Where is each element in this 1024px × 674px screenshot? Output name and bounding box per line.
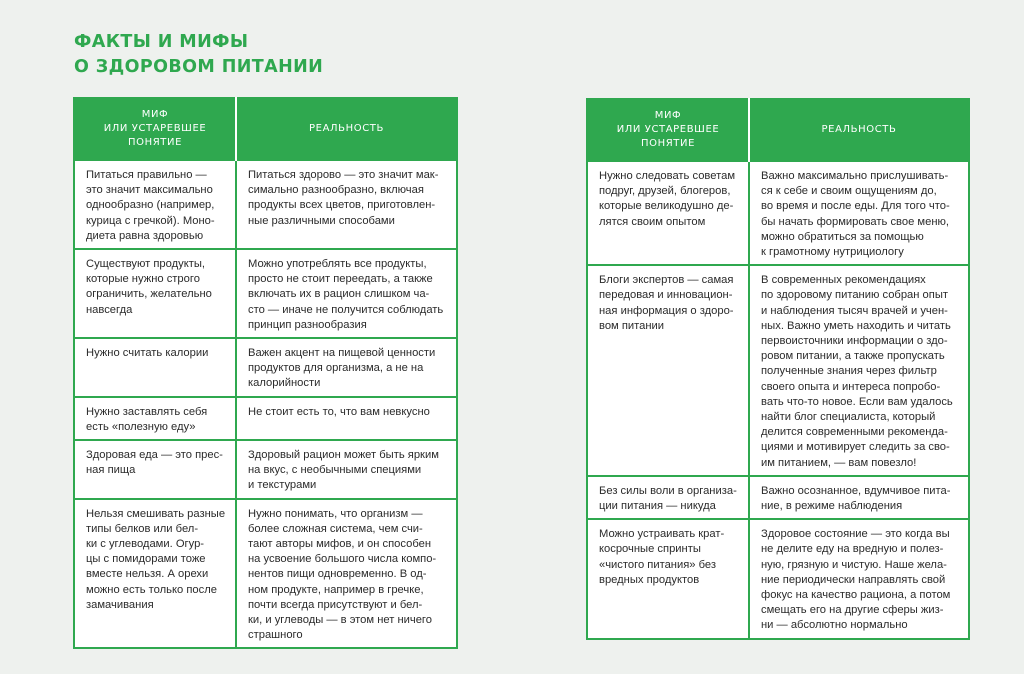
reality-cell [236,440,457,499]
text-line: Питаться здорово — это значит мак- [248,169,439,181]
myth-cell [587,519,749,638]
text-line: Нужно понимать, что организм — [248,507,423,520]
text-line: ИЛИ УСТАРЕВШЕЕ [616,124,720,135]
text-line: полученные знания через фильтр [761,365,937,378]
text-line: ИЛИ УСТАРЕВШЕЕ [103,123,207,134]
text-line: вом питании [599,319,665,332]
text-line: ную, грязную и чистую. Наше жела- [761,558,947,571]
table-body [587,161,969,639]
text-line: ся к себе и своим ощущениям до, [761,185,937,198]
reality-cell [236,249,457,338]
text-line: вредных продуктов [599,573,700,586]
text-line: бы начать формировать свое меню, [761,215,950,228]
text-line: нентов пищи одновременно. В од- [248,568,427,581]
table-row [74,499,457,649]
text-line: ки, и углеводы — в этом нет ничего [248,614,432,627]
table-row [74,249,457,338]
text-line: ПОНЯТИЕ [641,138,695,149]
header-reality [236,98,457,160]
text-line: которые нужно строго [86,273,200,286]
text-line: не делите еду на вредную и полез- [761,543,944,556]
table-row [587,476,969,519]
text-line: своего опыта и интереса попробо- [761,380,941,393]
text-line: В современных рекомендациях [761,274,926,287]
text-line: Блоги экспертов — самая [599,274,734,287]
text-line: ции питания — никуда [599,500,716,513]
table-row [74,338,457,397]
text-line: к грамотному нутрициологу [761,246,904,259]
myth-cell [587,161,749,265]
reality-cell [236,499,457,649]
text-line: ном продукте, например в гречке, [248,583,424,596]
myth-cell [587,476,749,519]
text-line: ная пища [86,464,136,477]
text-line: Здоровый рацион может быть ярким [248,449,439,462]
text-line: страшного [248,629,303,642]
text-line: делится современными рекоменда- [761,426,948,439]
text-line: косрочные спринты [599,543,701,556]
myth-cell [74,397,236,440]
text-line: Существуют продукты, [86,258,206,271]
text-line: фокус на качество рациона, а потом [761,589,951,602]
table-header-row [587,99,969,161]
text-line: есть «полезную еду» [86,420,196,433]
table-body [74,160,457,648]
text-line: подруг, друзей, блогеров, [599,185,731,198]
text-line: Важно осознанное, вдумчивое пита- [761,484,951,497]
reality-cell [749,161,969,265]
text-line: смещать его на другие сферы жиз- [761,604,944,617]
text-line: Важно максимально прислушивать- [761,170,949,182]
myth-cell [74,249,236,338]
text-line: ПОНЯТИЕ [128,137,182,148]
text-line: РЕАЛЬНОСТЬ [821,124,897,135]
text-line: Нужно заставлять себя [86,405,208,418]
text-line: ние периодически направлять свой [761,573,946,586]
text-line: Нельзя смешивать разные [86,507,226,520]
text-line: однообразно (например, [86,199,215,212]
text-line: тают авторы мифов, и он способен [248,538,431,551]
text-line: типы белков или бел- [86,522,199,535]
text-line: Без силы воли в организа- [599,484,737,497]
myth-reality-table-left [73,97,458,649]
text-line: на вкус, с необычными специями [248,464,422,477]
text-line: ки с углеводами. Огур- [86,538,205,551]
text-line: РЕАЛЬНОСТЬ [309,123,384,134]
text-line: и текстурами [248,479,317,492]
table-row [74,397,457,440]
text-line: замачивания [86,598,154,611]
text-line: навсегда [86,303,133,316]
text-line: Питаться правильно — [86,169,207,181]
reality-cell [236,338,457,397]
text-line: по здоровому питанию собран опыт [761,289,949,302]
text-line: «чистого питания» без [599,558,717,571]
text-line: ная информация о здоро- [599,304,734,317]
text-line: найти блог специалиста, который [761,411,936,424]
table-row [587,265,969,476]
text-line: Здоровое состояние — это когда вы [761,528,950,541]
text-line: Не стоит есть то, что вам невкусно [248,405,430,418]
text-line: продукты всех цветов, приготовлен- [248,199,436,212]
reality-cell [749,476,969,519]
text-line: МИФ [141,109,169,120]
text-line: цы с помидорами тоже [86,553,206,566]
page-title-line-2: О ЗДОРОВОМ ПИТАНИИ [74,57,324,77]
text-line: Важен акцент на пищевой ценности [248,347,436,360]
text-line: калорийности [248,377,321,390]
text-line: симально разнообразно, включая [248,184,424,197]
text-line: курица с гречкой). Моно- [86,214,215,227]
text-line: можно обратиться за помощью [761,230,924,243]
text-line: просто не стоит переедать, а также [248,273,433,286]
table-row [74,440,457,499]
text-line: циями и мотивирует следить за сво- [761,441,950,454]
header-myth [587,99,749,161]
text-line: ровом питании, а также пропускать [761,350,945,363]
page-title [74,30,323,80]
table-header-row [74,98,457,160]
reality-cell [749,519,969,638]
table-row [587,519,969,638]
myth-cell [587,265,749,476]
myth-cell [74,440,236,499]
reality-cell [236,397,457,440]
text-line: почти всегда присутствуют и бел- [248,598,423,611]
text-line: Можно устраивать крат- [599,528,725,541]
text-line: и наблюдения тысяч врачей и учен- [761,304,948,317]
text-line: ние, в режиме наблюдения [761,500,903,513]
text-line: первоисточники информации о здо- [761,335,948,348]
text-line: можно есть только после [86,583,217,596]
myth-reality-table-right [586,98,970,640]
text-line: диета равна здоровью [86,229,204,242]
text-line: ных. Важно уметь находить и читать [761,319,951,332]
text-line: продуктов для организма, а не на [248,362,424,375]
text-line: более сложная система, чем счи- [248,522,423,535]
text-line: Здоровая еда — это прес- [86,449,223,462]
text-line: на усвоение большого числа компо- [248,553,437,566]
text-line: передовая и инновацион- [599,289,733,302]
header-reality [749,99,969,161]
header-myth [74,98,236,160]
text-line: Нужно считать калории [86,347,209,360]
text-line: включать их в рацион слишком ча- [248,288,430,301]
text-line: лятся своим опытом [599,215,706,228]
text-line: ные различными способами [248,214,395,227]
table-row [74,160,457,249]
text-line: сто — иначе не получится соблюдать [248,303,444,316]
text-line: это значит максимально [86,184,213,197]
myth-cell [74,499,236,649]
text-line: им питанием, — вам повезло! [761,456,917,469]
reality-cell [749,265,969,476]
text-line: Можно употреблять все продукты, [248,258,427,271]
myth-cell [74,160,236,249]
text-line: МИФ [654,110,682,121]
page-title-line-1: ФАКТЫ И МИФЫ [74,32,249,52]
reality-cell [236,160,457,249]
text-line: ни — абсолютно нормально [761,619,908,632]
text-line: принцип разнообразия [248,318,367,331]
text-line: Нужно следовать советам [599,170,736,182]
text-line: которые великодушно де- [599,200,734,213]
myth-cell [74,338,236,397]
table-row [587,161,969,265]
text-line: вать что-то новое. Если вам удалось [761,395,953,408]
text-line: ограничить, желательно [86,288,212,301]
text-line: во время и после еды. Для того что- [761,200,950,213]
text-line: вместе нельзя. А орехи [86,568,209,581]
